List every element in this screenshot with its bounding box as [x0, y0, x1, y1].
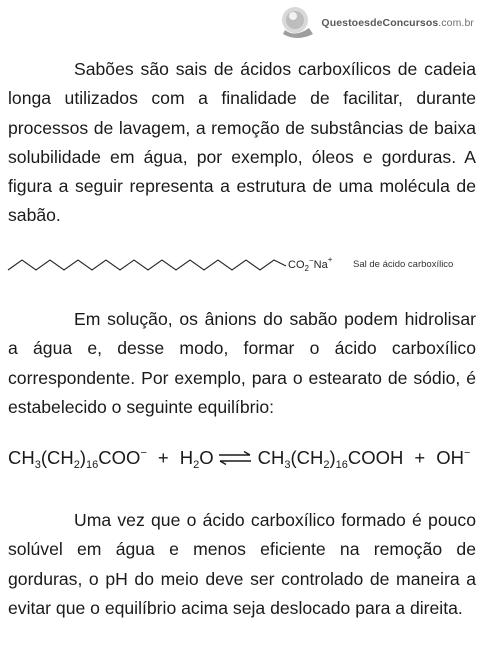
- carboxylate-group: $CO_2^-Na^+$: [288, 255, 333, 273]
- product-stearic-acid: $CH_3(CH_2)_{16}COOH$: [257, 447, 404, 471]
- paragraph-conclusion: [8, 506, 476, 623]
- paragraph-intro: [8, 55, 476, 231]
- logo-emblem-icon: [279, 4, 319, 38]
- plus-sign: +: [414, 447, 426, 468]
- reactant-stearate: $CH_3(CH_2)_{16}COO^-$: [8, 447, 147, 471]
- product-hydroxide: OH−: [436, 447, 471, 468]
- site-logo[interactable]: [279, 6, 474, 40]
- paragraph-text: Uma vez que o ácido carboxílico formado é pouco solúvel em água e menos eficiente na remoção de gorduras, o pH do meio deve ser controlado de maneira a evitar que o equilíbrio acima seja deslocado para a direita.: [8, 510, 476, 618]
- plus-sign: +: [157, 447, 169, 468]
- hydrocarbon-chain: [8, 260, 286, 270]
- equilibrium-arrows-icon: [218, 451, 252, 465]
- reactant-water: $H_2O$: [179, 447, 214, 471]
- paragraph-solution: [8, 305, 476, 422]
- logo-text: QuestoesdeConcursos.com.br: [321, 17, 474, 29]
- paragraph-text: Sabões são sais de ácidos carboxílicos de cadeia longa utilizados com a finalidade de facilitar, durante processos de lavagem, a remoção de substâncias de baixa solubilidade em água, por exemplo, óleos e gorduras. A figura a seguir representa a estrutura de uma molécula de sabão.: [8, 59, 476, 226]
- equilibrium-equation: [8, 447, 478, 471]
- soap-molecule-figure: [0, 244, 484, 288]
- paragraph-text: Em solução, os ânions do sabão podem hidrolisar a água e, desse modo, formar o ácido carboxílico correspondente. Por exemplo, para o estearato de sódio, é estabelecido o seguinte equilíbrio:: [8, 309, 476, 417]
- figure-caption: Sal de ácido carboxílico: [353, 259, 454, 270]
